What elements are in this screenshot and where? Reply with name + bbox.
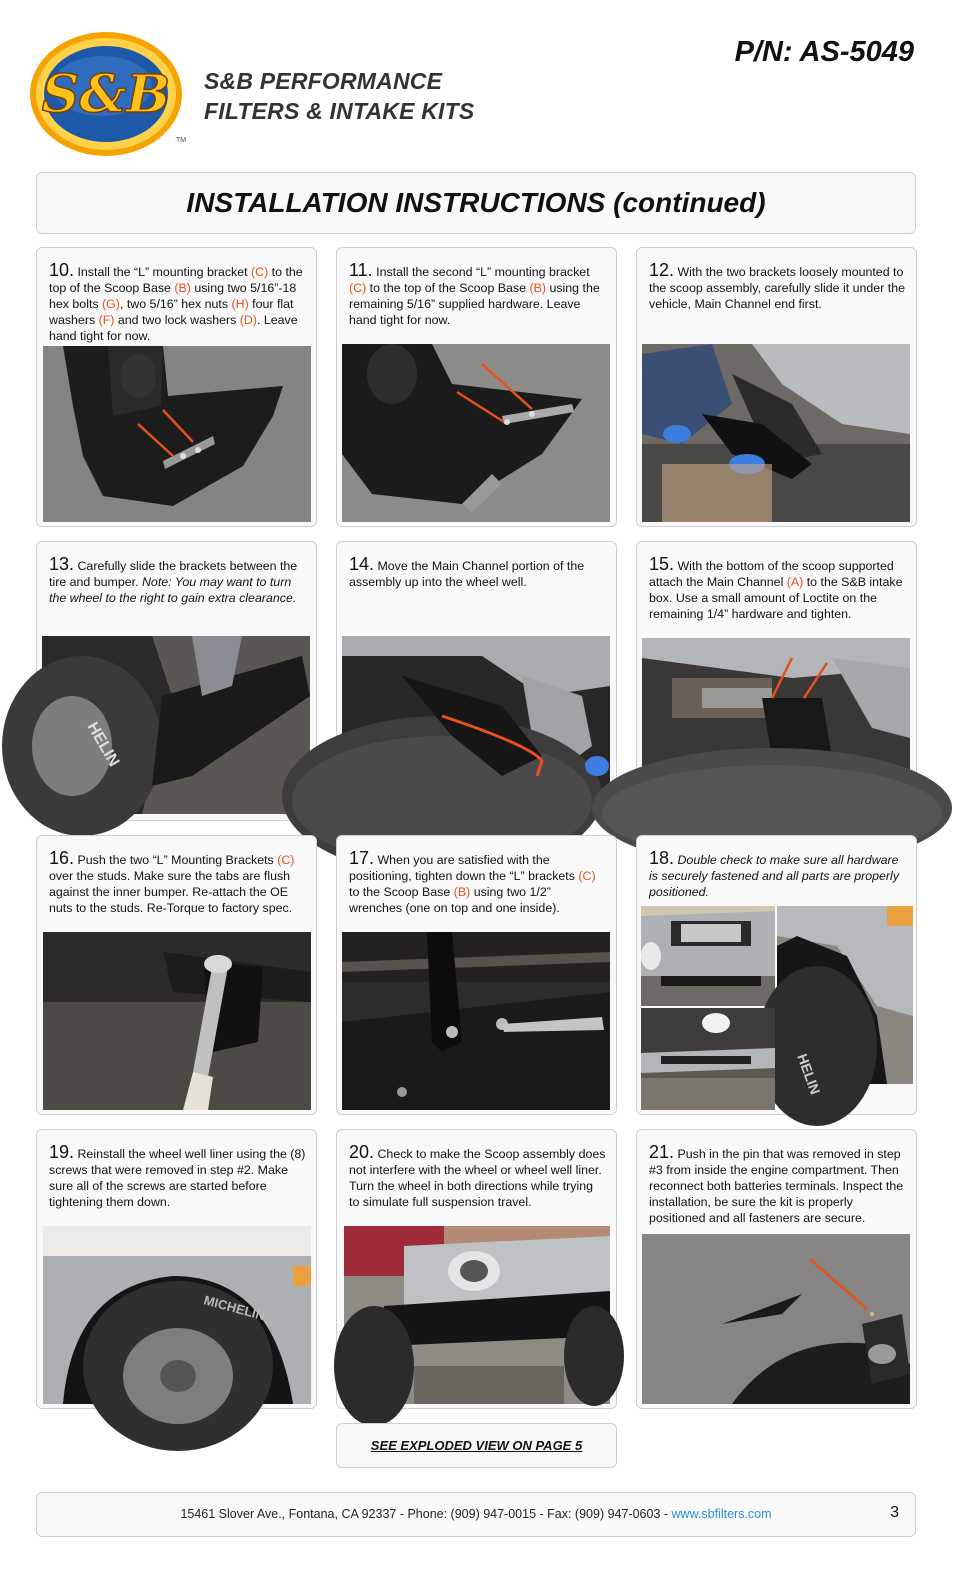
step-10-card <box>36 247 317 527</box>
step-15-text: 15. With the bottom of the scoop supported attach the Main Channel (A) to the S&B intake box. Use a small amount of Loctite on the remaining 1/4” hardware and tighten. <box>649 554 903 621</box>
step-19-photo <box>43 1226 311 1404</box>
exploded-view-box <box>336 1423 617 1468</box>
step-11-text: 11. Install the second “L” mounting bracket (C) to the top of the Scoop Base (B) using the remaining 5/16” supplied hardware. Leave hand tight for now. <box>349 260 600 327</box>
step-17-card <box>336 835 617 1115</box>
step-16-photo <box>43 932 311 1110</box>
svg-text:MICHELIN: MICHELIN <box>202 1292 267 1324</box>
step-11-card <box>336 247 617 527</box>
step-20-text: 20. Check to make the Scoop assembly does not interfere with the wheel or wheel well liner. Turn the wheel in both directions while trying to simulate full suspension travel. <box>349 1142 606 1209</box>
svg-text:HELIN: HELIN <box>794 1051 824 1097</box>
logo-text: S&B <box>41 64 171 125</box>
brand-line-2: FILTERS & INTAKE KITS <box>204 98 475 124</box>
footer <box>36 1492 916 1537</box>
step-14-photo <box>342 636 610 814</box>
footer-address: 15461 Slover Ave., Fontana, CA 92337 - Phone: (909) 947-0015 - Fax: (909) 947-0603 - <box>180 1507 672 1521</box>
step-21-card <box>636 1129 917 1409</box>
step-18-photo-1 <box>641 906 775 1006</box>
footer-contact <box>37 1507 915 1521</box>
step-20-card <box>336 1129 617 1409</box>
step-17-photo <box>342 932 610 1110</box>
step-14-card <box>336 541 617 821</box>
step-12-photo <box>642 344 910 522</box>
step-21-text: 21. Push in the pin that was removed in step #3 from inside the engine compartment. Then reconnect both batteries terminals. Inspect the installation, be sure the kit is properly positioned and all fasteners are secure. <box>649 1142 904 1225</box>
step-18-card <box>636 835 917 1115</box>
step-19-text: 19. Reinstall the wheel well liner using the (8) screws that were removed in step #2. Make sure all of the screws are started before tightening them down. <box>49 1142 306 1209</box>
sb-logo <box>28 28 187 160</box>
exploded-view-link[interactable]: SEE EXPLODED VIEW ON PAGE 5 <box>370 1438 583 1453</box>
step-11-photo <box>342 344 610 522</box>
step-18-photo-3 <box>641 1008 775 1110</box>
svg-text:HELIN: HELIN <box>83 719 123 770</box>
step-15-card <box>636 541 917 821</box>
step-10-photo <box>43 346 311 522</box>
brand-line-1: S&B PERFORMANCE <box>204 68 443 94</box>
step-17-text: 17. When you are satisfied with the positioning, tighten down the “L” brackets (C) to the Scoop Base (B) using two 1/2” wrenches (one on top and one inside). <box>349 848 596 915</box>
step-18-photo-2 <box>777 906 913 1097</box>
part-number: P/N: AS-5049 <box>734 36 914 68</box>
step-18-text: 18. Double check to make sure all hardware is securely fastened and all parts are properly positioned. <box>649 848 900 899</box>
step-14-text: 14. Move the Main Channel portion of the assembly up into the wheel well. <box>349 554 585 589</box>
title-banner <box>36 172 916 234</box>
step-13-photo <box>42 636 310 814</box>
brand-name <box>204 66 474 126</box>
step-20-photo <box>344 1226 610 1404</box>
step-13-card <box>36 541 317 821</box>
step-13-text: 13. Carefully slide the brackets between the tire and bumper. Note: You may want to turn the wheel to the right to gain extra clearance. <box>49 554 298 605</box>
step-15-photo <box>642 638 910 814</box>
step-12-text: 12. With the two brackets loosely mounted to the scoop assembly, carefully slide it under the vehicle, Main Channel end first. <box>649 260 905 311</box>
step-16-text: 16. Push the two “L” Mounting Brackets (C) over the studs. Make sure the tabs are flush against the inner bumper. Re-attach the OE nuts to the studs. Re-Torque to factory spec. <box>49 848 295 915</box>
footer-website-link[interactable]: www.sbfilters.com <box>671 1507 772 1521</box>
page-number: 3 <box>890 1504 899 1521</box>
step-16-card <box>36 835 317 1115</box>
step-21-photo <box>642 1234 910 1404</box>
page-title: INSTALLATION INSTRUCTIONS (continued) <box>186 187 766 218</box>
step-12-card <box>636 247 917 527</box>
step-19-card <box>36 1129 317 1409</box>
svg-text:TM: TM <box>176 137 187 144</box>
step-10-text: 10. Install the “L” mounting bracket (C) to the top of the Scoop Base (B) using two 5/16”-18 hex bolts (G), two 5/16” hex nuts (H) four flat washers (F) and two lock washers (D). Leave hand tight for now. <box>49 260 303 343</box>
